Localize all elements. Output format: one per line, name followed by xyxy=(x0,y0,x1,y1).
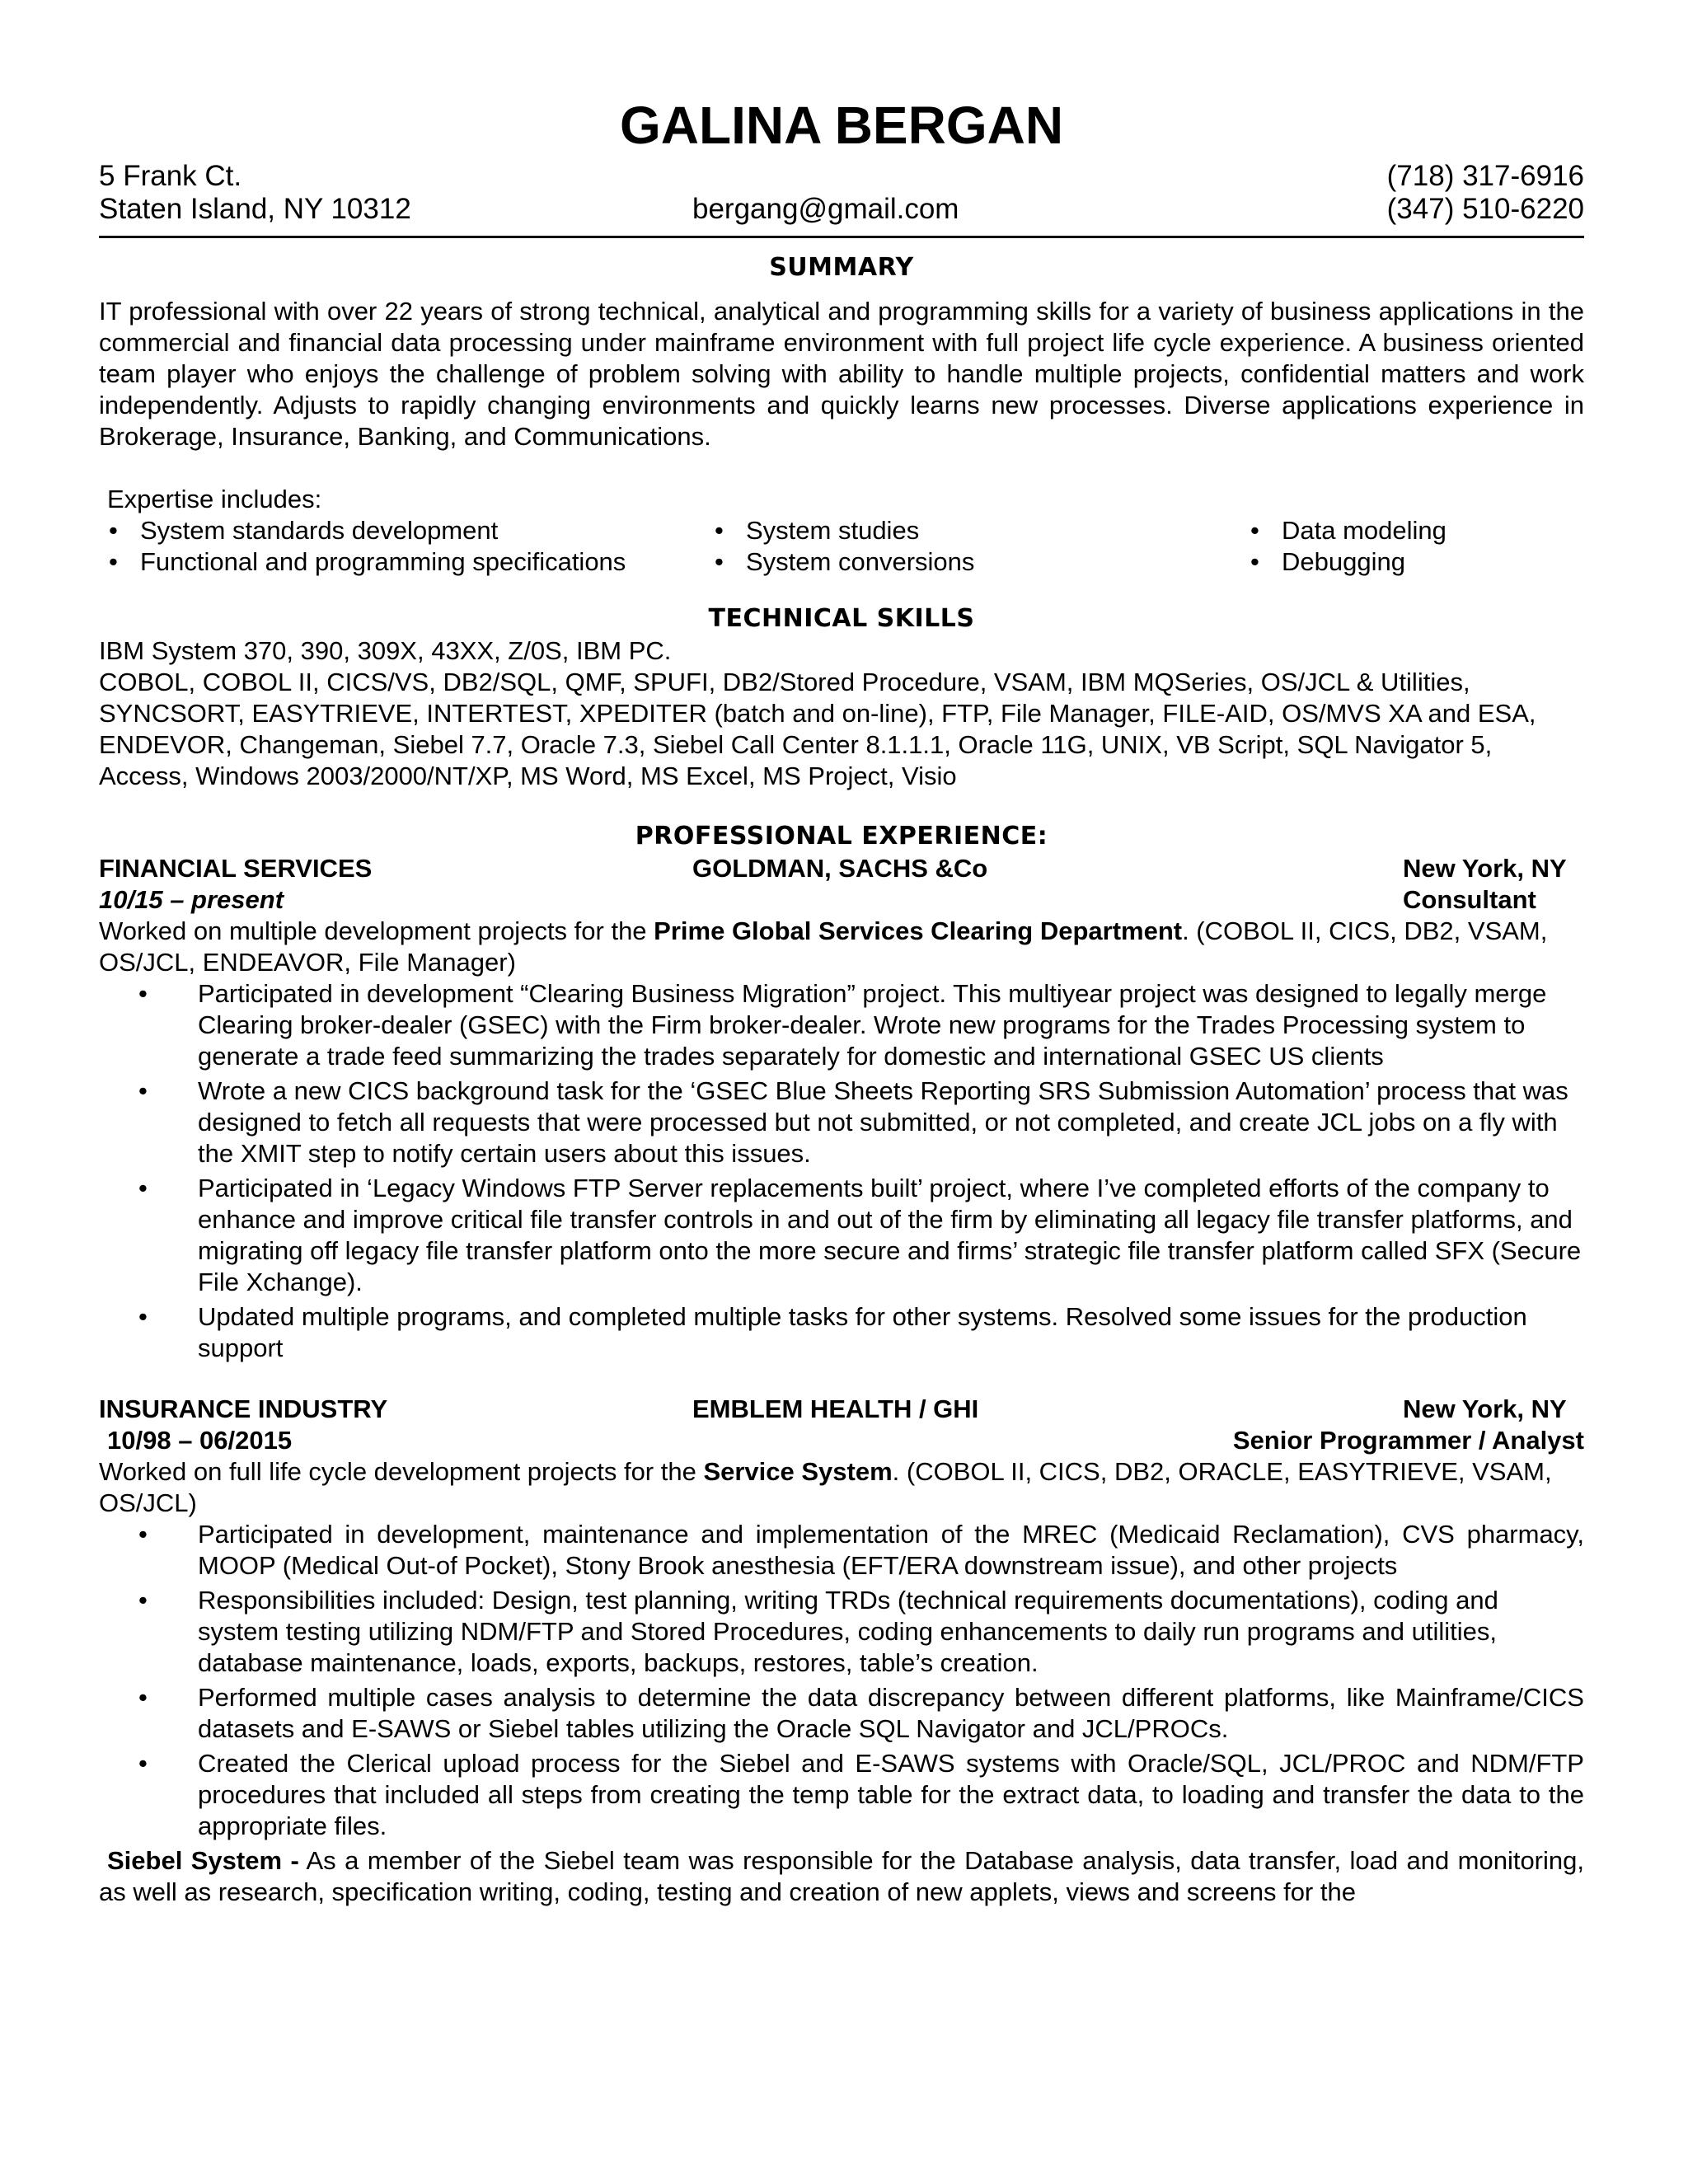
bullet-icon: • xyxy=(715,547,724,576)
bullet-icon: • xyxy=(715,516,724,545)
siebel-paragraph: Siebel System - As a member of the Siebel team was responsible for the Database analysis, data transfer, load and monitoring, as well as research, specification writing, coding, testing and creation of new applets, views and screens for the xyxy=(99,1846,1584,1906)
list-item: • System studies xyxy=(715,516,920,545)
job-intro: Worked on multiple development projects for the Prime Global Services Clearing Department. (COBOL II, CICS, DB2, VSAM, OS/JCL, ENDEAVOR, File Manager) xyxy=(99,916,1548,977)
job-subheader xyxy=(99,884,1584,916)
department-name: Prime Global Services Clearing Department xyxy=(654,916,1183,945)
bullet-icon: • xyxy=(138,979,148,1008)
bullet-icon: • xyxy=(138,1683,148,1712)
email-link[interactable]: bergang@gmail.com xyxy=(692,193,959,225)
bullet-icon: • xyxy=(1250,516,1259,545)
job-dates: 10/98 – 06/2015 xyxy=(107,1426,293,1455)
bullet-icon: • xyxy=(138,1076,148,1105)
job-role: Senior Programmer / Analyst xyxy=(1232,1426,1584,1455)
summary-heading: SUMMARY xyxy=(769,253,914,282)
job-intro: Worked on full life cycle development projects for the Service System. (COBOL II, CICS, DB2, ORACLE, EASYTRIEVE, VSAM, OS/JCL) xyxy=(99,1457,1552,1517)
address-line-1: 5 Frank Ct. xyxy=(99,160,242,192)
job-dates: 10/15 – present xyxy=(99,885,284,914)
job-bullets xyxy=(99,1519,1584,1842)
address-line-2: Staten Island, NY 10312 xyxy=(99,193,411,225)
bullet-icon: • xyxy=(138,1749,148,1778)
header-divider xyxy=(99,236,1584,238)
summary-paragraph: IT professional with over 22 years of strong technical, analytical and programming skills for a variety of business applications in the commercial and financial data processing under mainframe environment with full project life cycle experience. A business oriented team player who enjoys the challenge of problem solving with ability to handle multiple projects, confidential matters and work independently. Adjusts to rapidly changing environments and quickly learns new processes. Diverse applications experience in Brokerage, Insurance, Banking, and Communications. xyxy=(99,297,1584,451)
list-item: • Participated in ‘Legacy Windows FTP Server replacements built’ project, where I’ve completed efforts of the company to enhance and improve critical file transfer controls in and out of the firm by eliminating all legacy file transfer platforms, and migrating off legacy file transfer platform onto the more secure and firms’ strategic file transfer platform called SFX (Secure File Xchange). xyxy=(138,1174,1582,1296)
bullet-icon: • xyxy=(138,1174,148,1202)
job-industry: INSURANCE INDUSTRY xyxy=(99,1394,388,1423)
job-header xyxy=(99,1394,1584,1425)
list-item: • Debugging xyxy=(1250,547,1405,576)
bullet-icon: • xyxy=(1250,547,1259,576)
list-item: • Performed multiple cases analysis to determine the data discrepancy between different platforms, like Mainframe/CICS datasets and E-SAWS or Siebel tables utilizing the Oracle SQL Navigator and JCL/PROCs. xyxy=(138,1683,1584,1743)
list-item: • Responsibilities included: Design, test planning, writing TRDs (technical requirements documentations), coding and system testing utilizing NDM/FTP and Stored Procedures, coding enhancements to daily run programs and utilities, database maintenance, loads, exports, backups, restores, table’s creation. xyxy=(138,1586,1498,1677)
list-item: • Participated in development “Clearing Business Migration” project. This multiyear project was designed to legally merge Clearing broker-dealer (GSEC) with the Firm broker-dealer. Wrote new programs for the Trades Processing system to generate a trade feed summarizing the trades separately for domestic and international GSEC US clients xyxy=(138,979,1547,1071)
job-location: New York, NY xyxy=(1403,854,1567,883)
platforms-line: IBM System 370, 390, 309X, 43XX, Z/0S, IBM PC. xyxy=(99,636,672,665)
bullet-icon: • xyxy=(138,1520,148,1549)
job-industry: FINANCIAL SERVICES xyxy=(99,854,373,883)
bullet-icon: • xyxy=(138,1302,148,1331)
job-role: Consultant xyxy=(1403,885,1536,914)
bullet-icon: • xyxy=(138,1586,148,1615)
siebel-label: Siebel System - xyxy=(107,1846,299,1875)
job-company: EMBLEM HEALTH / GHI xyxy=(692,1394,979,1423)
list-item: • Functional and programming specifications xyxy=(109,547,626,576)
phone-primary: (718) 317-6916 xyxy=(1386,160,1584,192)
expertise-label: Expertise includes: xyxy=(107,485,322,513)
job-bullets xyxy=(99,978,1584,1364)
list-item: • System conversions xyxy=(715,547,975,576)
bullet-icon: • xyxy=(109,547,118,576)
technical-skills-heading: TECHNICAL SKILLS xyxy=(708,604,975,633)
list-item: • Wrote a new CICS background task for the ‘GSEC Blue Sheets Reporting SRS Submission Automation’ process that was designed to fetch all requests that were processed but not submitted, or not completed, and create JCL jobs on a fly with the XMIT step to notify certain users about this issues. xyxy=(138,1076,1568,1168)
contact-block xyxy=(99,160,1584,223)
job-location: New York, NY xyxy=(1403,1394,1567,1423)
skills-paragraph: COBOL, COBOL II, CICS/VS, DB2/SQL, QMF, SPUFI, DB2/Stored Procedure, VSAM, IBM MQSeries, OS/JCL & Utilities, SYNCSORT, EASYTRIEVE, INTERTEST, XPEDITER (batch and on-line), FTP, File Manager, FILE-AID, OS/MVS XA and ESA, ENDEVOR, Changeman, Siebel 7.7, Oracle 7.3, Siebel Call Center 8.1.1.1, Oracle 11G, UNIX, VB Script, SQL Navigator 5, Access, Windows 2003/2000/NT/XP, MS Word, MS Excel, MS Project, Visio xyxy=(99,668,1536,790)
list-item: • System standards development xyxy=(109,516,499,545)
bullet-icon: • xyxy=(109,516,118,545)
job-header xyxy=(99,853,1584,884)
job-company: GOLDMAN, SACHS &Co xyxy=(692,854,988,883)
candidate-name: GALINA BERGAN xyxy=(619,96,1064,155)
list-item: • Participated in development, maintenance and implementation of the MREC (Medicaid Reclamation), CVS pharmacy, MOOP (Medical Out-of Pocket), Stony Brook anesthesia (EFT/ERA downstream issue), and other projects xyxy=(138,1520,1584,1580)
experience-heading: PROFESSIONAL EXPERIENCE: xyxy=(635,822,1048,851)
expertise-list xyxy=(99,515,1584,578)
system-name: Service System xyxy=(703,1457,893,1486)
phone-secondary: (347) 510-6220 xyxy=(1386,193,1584,225)
job-subheader xyxy=(99,1425,1584,1456)
list-item: • Updated multiple programs, and completed multiple tasks for other systems. Resolved some issues for the production support xyxy=(138,1302,1527,1362)
list-item: • Data modeling xyxy=(1250,516,1447,545)
list-item: • Created the Clerical upload process for the Siebel and E-SAWS systems with Oracle/SQL, JCL/PROC and NDM/FTP procedures that included all steps from creating the temp table for the extract data, to loading and transfer the data to the appropriate files. xyxy=(138,1749,1584,1840)
